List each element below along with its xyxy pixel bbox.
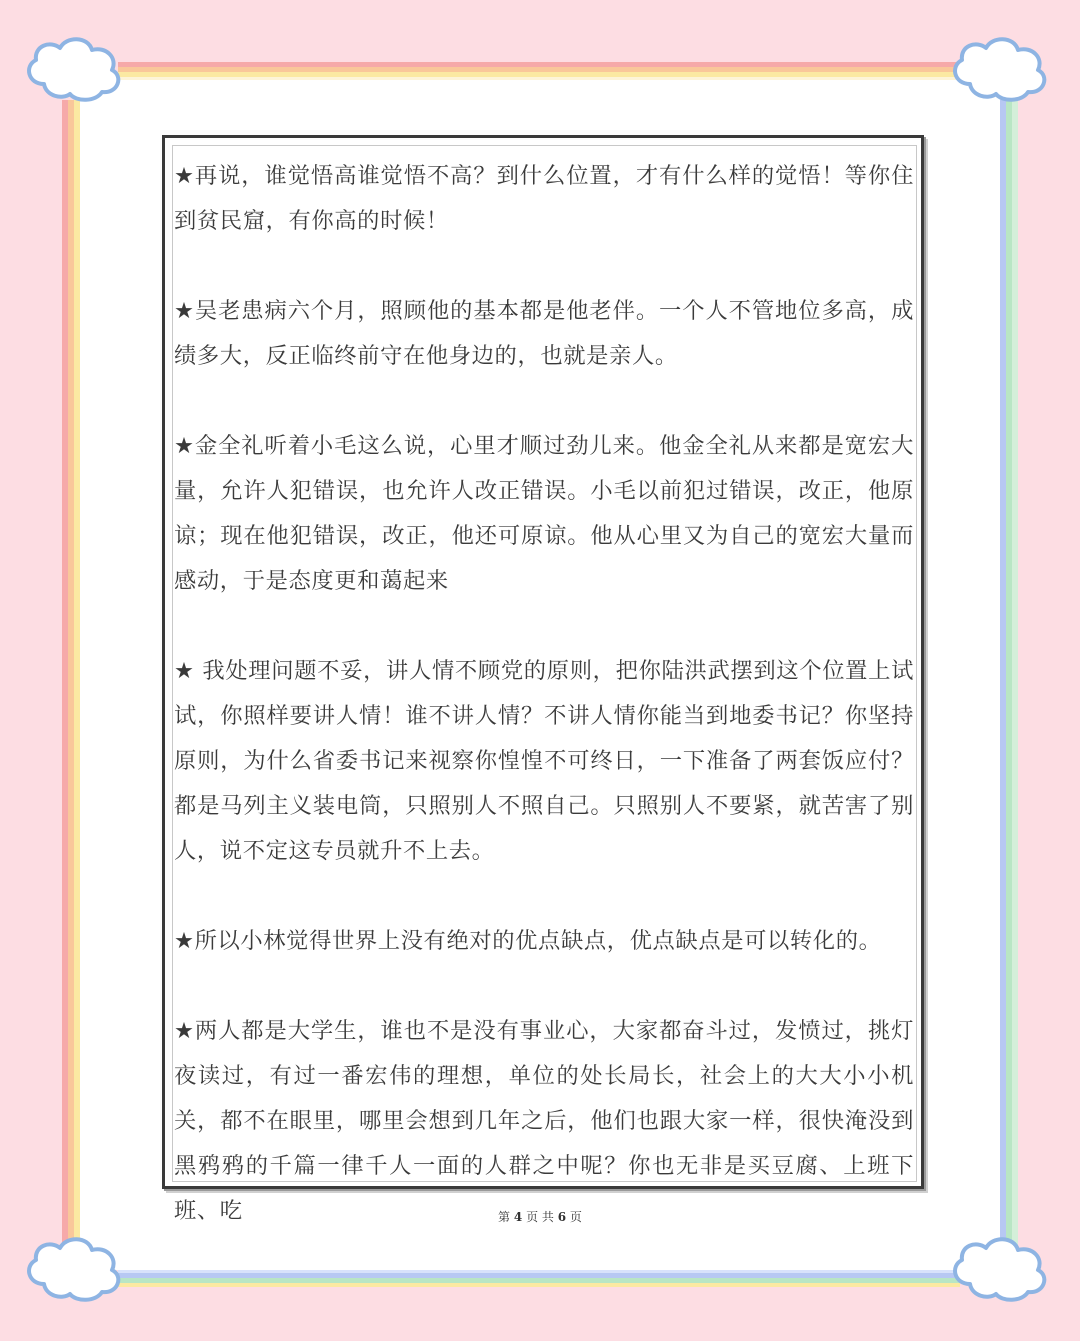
quote-paragraph: ★再说，谁觉悟高谁觉悟不高？到什么位置，才有什么样的觉悟！等你住到贫民窟，有你高的时候！ (174, 163, 914, 234)
quote-paragraph: ★两人都是大学生，谁也不是没有事业心，大家都奋斗过，发愤过，挑灯夜读过，有过一番宏伟的理想，单位的处长局长，社会上的大大小小机关，都不在眼里，哪里会想到几年之后，他们也跟大家一样，很快淹没到黑鸦鸦的千篇一律千人一面的人群之中呢？你也无非是买豆腐、上班下班、吃 (174, 1018, 914, 1224)
quote-paragraph: ★所以小林觉得世界上没有绝对的优点缺点，优点缺点是可以转化的。 (174, 928, 882, 954)
quote-paragraph: ★吴老患病六个月，照顾他的基本都是他老伴。一个人不管地位多高，成绩多大，反正临终前守在他身边的，也就是亲人。 (174, 298, 914, 369)
quote-paragraph: ★ 我处理问题不妥，讲人情不顾党的原则，把你陆洪武摆到这个位置上试试，你照样要讲人情！谁不讲人情？不讲人情你能当到地委书记？你坚持原则，为什么省委书记来视察你惶惶不可终日，一下准备了两套饭应付？都是马列主义装电筒，只照别人不照自己。只照别人不要紧，就苦害了别人，说不定这专员就升不上去。 (174, 658, 914, 864)
page-suffix: 页 (569, 1210, 582, 1224)
page-prefix: 第 (498, 1210, 511, 1224)
quote-content (173, 146, 916, 1234)
total-pages: 6 (557, 1210, 567, 1224)
current-page: 4 (513, 1210, 523, 1224)
page-mid: 页 共 (526, 1210, 554, 1224)
page-number (0, 1208, 1080, 1225)
quote-paragraph: ★金全礼听着小毛这么说，心里才顺过劲儿来。他金全礼从来都是宽宏大量，允许人犯错误，也允许人改正错误。小毛以前犯过错误，改正，他原谅；现在他犯错误，改正，他还可原谅。他从心里又为自己的宽宏大量而感动，于是态度更和蔼起来 (174, 433, 914, 594)
